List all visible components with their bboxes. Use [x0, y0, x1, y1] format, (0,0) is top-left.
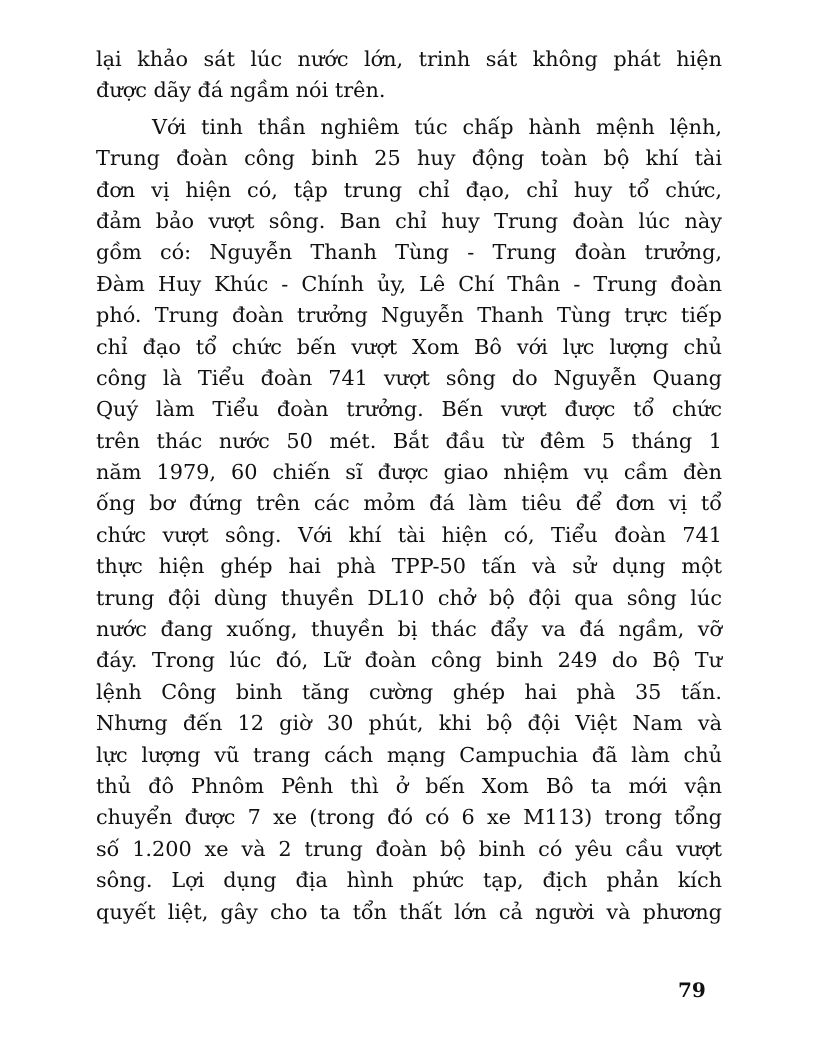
text-line: Với tinh thần nghiêm túc chấp hành mệnh lệnh, [152, 114, 722, 139]
text-line: Nhưng đến 12 giờ 30 phút, khi bộ đội Việt Nam và [96, 711, 722, 736]
body-text [96, 44, 722, 928]
text-line: năm 1979, 60 chiến sĩ được giao nhiệm vụ cầm đèn [96, 460, 722, 485]
text-line: lực lượng vũ trang cách mạng Campuchia đã làm chủ [96, 742, 722, 767]
text-line: chỉ đạo tổ chức bến vượt Xom Bô với lực lượng chủ [96, 334, 722, 359]
text-line: ống bơ đứng trên các mỏm đá làm tiêu để đơn vị tổ [96, 491, 722, 516]
text-line: sông. Lợi dụng địa hình phức tạp, địch phản kích [96, 868, 722, 893]
text-line: công là Tiểu đoàn 741 vượt sông do Nguyễn Quang [96, 365, 722, 390]
text-line: gồm có: Nguyễn Thanh Tùng - Trung đoàn trưởng, [96, 240, 722, 265]
text-line: lệnh Công binh tăng cường ghép hai phà 35 tấn. [96, 679, 722, 704]
text-line: được dãy đá ngầm nói trên. [96, 78, 386, 103]
text-line: thủ đô Phnôm Pênh thì ở bến Xom Bô ta mới vận [96, 773, 722, 798]
page-number: 79 [678, 978, 706, 1002]
text-line: thực hiện ghép hai phà TPP-50 tấn và sử dụng một [96, 554, 722, 579]
text-line: Quý làm Tiểu đoàn trưởng. Bến vượt được tổ chức [96, 397, 722, 422]
text-line: lại khảo sát lúc nước lớn, trinh sát không phát hiện [96, 47, 722, 71]
text-line: trung đội dùng thuyền DL10 chở bộ đội qua sông lúc [96, 585, 722, 610]
text-line: Trung đoàn công binh 25 huy động toàn bộ khí tài [96, 146, 722, 171]
text-line: số 1.200 xe và 2 trung đoàn bộ binh có yêu cầu vượt [96, 836, 722, 861]
text-line: đơn vị hiện có, tập trung chỉ đạo, chỉ huy tổ chức, [96, 177, 722, 202]
text-line: đảm bảo vượt sông. Ban chỉ huy Trung đoàn lúc này [96, 208, 722, 233]
text-line: phó. Trung đoàn trưởng Nguyễn Thanh Tùng trực tiếp [96, 303, 722, 328]
paragraph [96, 44, 722, 107]
paragraph [96, 112, 722, 928]
text-line: Đàm Huy Khúc - Chính ủy, Lê Chí Thân - Trung đoàn [96, 271, 722, 296]
text-line: chức vượt sông. Với khí tài hiện có, Tiểu đoàn 741 [96, 522, 722, 547]
text-line: đáy. Trong lúc đó, Lữ đoàn công binh 249 do Bộ Tư [96, 648, 722, 673]
text-line: nước đang xuống, thuyền bị thác đẩy va đá ngầm, vỡ [96, 617, 722, 642]
text-line: chuyển được 7 xe (trong đó có 6 xe M113) trong tổng [96, 805, 722, 830]
text-line: trên thác nước 50 mét. Bắt đầu từ đêm 5 tháng 1 [96, 428, 722, 453]
text-line: quyết liệt, gây cho ta tổn thất lớn cả người và phương [96, 899, 722, 924]
